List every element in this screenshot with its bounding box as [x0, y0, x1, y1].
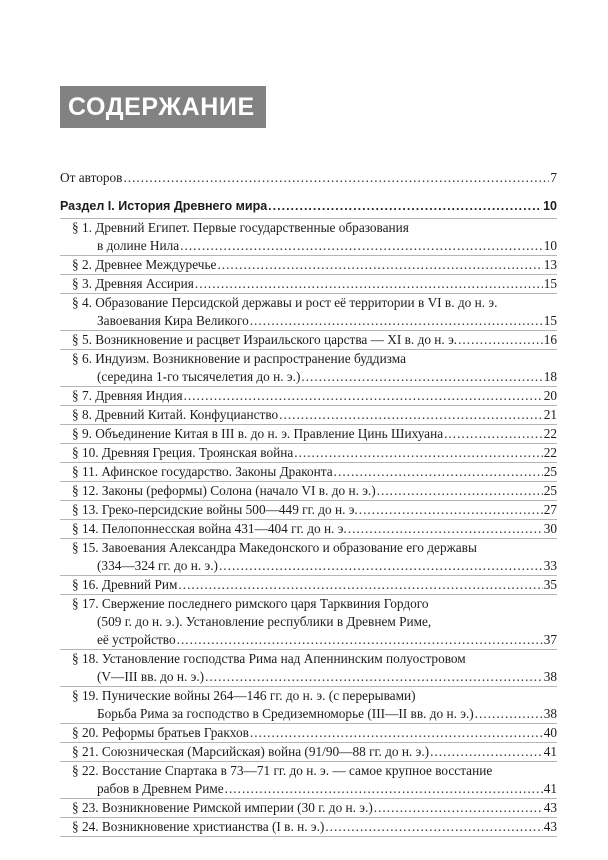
- toc-entry-text: § 8. Древний Китай. Конфуцианство: [72, 407, 279, 422]
- toc-entry-text: § 12. Законы (реформы) Солона (начало VI в. до н. э.): [72, 483, 376, 498]
- toc-entry: [60, 463, 557, 482]
- toc-entry-page: 13: [543, 257, 557, 272]
- toc-entry-text: (середина 1-го тысячелетия до н. э.): [97, 369, 301, 384]
- toc-entry-page: 38: [543, 706, 557, 721]
- toc-entry-text: § 18. Установление господства Рима над Апеннинским полуостровом: [72, 651, 466, 666]
- leader-dots: [475, 705, 543, 723]
- toc-entry-text: § 22. Восстание Спартака в 73—71 гг. до н. э. — самое крупное восстание: [72, 763, 493, 778]
- toc-entry-page: 38: [543, 669, 557, 684]
- toc-entry-page: 22: [543, 426, 557, 441]
- toc-entry-text: § 5. Возникновение и расцвет Израильского царства — XI в. до н. э.: [72, 332, 458, 347]
- toc-entry-page: 40: [543, 725, 557, 740]
- page-title: СОДЕРЖАНИЕ: [60, 86, 266, 128]
- toc-entry: [60, 387, 557, 406]
- toc-entry: [60, 520, 557, 539]
- toc-entry-page: 35: [543, 577, 557, 592]
- toc-entry-text: § 14. Пелопоннесская война 431—404 гг. до н. э.: [72, 521, 347, 536]
- toc-entry-text: Борьба Рима за господство в Средиземноморье (III—II вв. до н. э.): [97, 706, 474, 721]
- leader-dots: [359, 501, 543, 519]
- leader-dots: [348, 520, 543, 538]
- toc-entry-text: § 7. Древняя Индия: [72, 388, 183, 403]
- toc-entry-text: § 21. Союзническая (Марсийская) война (91/90—88 гг. до н. э.): [72, 744, 430, 759]
- toc-entry-page: 30: [543, 521, 557, 536]
- toc-entry-page: 20: [543, 388, 557, 403]
- leader-dots: [294, 444, 542, 462]
- toc-entry: [60, 406, 557, 425]
- toc-entry-text: § 17. Свержение последнего римского царя Тарквиния Гордого: [72, 596, 429, 611]
- toc-entry-intro: [60, 169, 557, 187]
- toc-entry-text: § 4. Образование Персидской державы и рост её территории в VI в. до н. э.: [72, 295, 498, 310]
- leader-dots: [374, 799, 543, 817]
- leader-dots: [205, 668, 543, 686]
- toc-entry-text: § 13. Греко-персидские войны 500—449 гг. до н. э.: [72, 502, 358, 517]
- leader-dots: [250, 724, 543, 742]
- toc-entry-page: 18: [543, 369, 557, 384]
- toc-entry: [60, 425, 557, 444]
- toc-entry-page: 25: [543, 464, 557, 479]
- toc-entry-page: 10: [543, 238, 557, 253]
- leader-dots: [219, 557, 543, 575]
- toc-entry-text: в долине Нила: [97, 238, 180, 253]
- leader-dots: [377, 482, 543, 500]
- toc-entry-page: 37: [543, 632, 557, 647]
- toc-entry-text: (509 г. до н. э.). Установление республики в Древнем Риме,: [97, 614, 432, 629]
- toc-entry: [60, 218, 557, 256]
- toc-entry: [60, 482, 557, 501]
- table-of-contents: [60, 169, 557, 837]
- toc-entry-page: 43: [543, 819, 557, 834]
- leader-dots: [178, 576, 542, 594]
- toc-entry-text: § 9. Объединение Китая в III в. до н. э. Правление Цинь Шихуана: [72, 426, 444, 441]
- toc-entry: [60, 331, 557, 350]
- toc-entry: [60, 256, 557, 275]
- leader-dots: [225, 780, 543, 798]
- toc-entry-page: 16: [543, 332, 557, 347]
- leader-dots: [123, 169, 549, 187]
- toc-section-text: Раздел I. История Древнего мира: [60, 199, 268, 213]
- leader-dots: [430, 743, 543, 761]
- leader-dots: [325, 818, 542, 836]
- leader-dots: [217, 256, 542, 274]
- leader-dots: [444, 425, 543, 443]
- toc-entry-text: Завоевания Кира Великого: [97, 313, 249, 328]
- toc-entry-page: 21: [543, 407, 557, 422]
- toc-entry-text: § 6. Индуизм. Возникновение и распространение буддизма: [72, 351, 406, 366]
- toc-entry-text: её устройство: [97, 632, 176, 647]
- toc-entry: [60, 762, 557, 799]
- toc-entry-text: § 2. Древнее Междуречье: [72, 257, 217, 272]
- toc-entry-page: 41: [543, 744, 557, 759]
- toc-entry: [60, 595, 557, 650]
- toc-entry: [60, 294, 557, 331]
- toc-entry-text: § 1. Древний Египет. Первые государственные образования: [72, 220, 409, 235]
- toc-entry: [60, 687, 557, 724]
- toc-entry-page: 33: [543, 558, 557, 573]
- leader-dots: [301, 368, 542, 386]
- leader-dots: [458, 331, 543, 349]
- toc-entry: [60, 576, 557, 595]
- toc-entry-page: 27: [543, 502, 557, 517]
- leader-dots: [334, 463, 543, 481]
- toc-entry: [60, 444, 557, 463]
- toc-entry-text: рабов в Древнем Риме: [97, 781, 224, 796]
- toc-entry-text: § 24. Возникновение христианства (I в. н. э.): [72, 819, 325, 834]
- toc-entry: [60, 799, 557, 818]
- leader-dots: [177, 631, 543, 649]
- toc-entry: [60, 275, 557, 294]
- toc-entry: [60, 818, 557, 837]
- toc-section-heading: [60, 197, 557, 215]
- toc-entry-page: 7: [550, 170, 557, 185]
- toc-entry-text: § 16. Древний Рим: [72, 577, 178, 592]
- toc-entry-text: § 15. Завоевания Александра Македонского и образование его державы: [72, 540, 477, 555]
- toc-entry-page: 15: [543, 313, 557, 328]
- toc-entry: [60, 539, 557, 576]
- toc-entry-text: § 11. Афинское государство. Законы Драконта: [72, 464, 333, 479]
- leader-dots: [268, 197, 542, 215]
- toc-entry-page: 43: [543, 800, 557, 815]
- toc-entry: [60, 501, 557, 520]
- leader-dots: [250, 312, 543, 330]
- toc-entry-text: § 3. Древняя Ассирия: [72, 276, 194, 291]
- toc-entry-text: § 10. Древняя Греция. Троянская война: [72, 445, 294, 460]
- toc-entry: [60, 650, 557, 687]
- toc-entry: [60, 350, 557, 387]
- toc-entries-list: [60, 218, 557, 837]
- leader-dots: [279, 406, 543, 424]
- toc-entry-text: § 20. Реформы братьев Гракхов: [72, 725, 249, 740]
- toc-entry-text: § 19. Пунические войны 264—146 гг. до н. э. (с перерывами): [72, 688, 416, 703]
- toc-entry: [60, 724, 557, 743]
- toc-section-page: 10: [543, 199, 557, 213]
- leader-dots: [180, 237, 543, 255]
- toc-entry: [60, 743, 557, 762]
- toc-entry-text: (334—324 гг. до н. э.): [97, 558, 218, 573]
- toc-entry-text: (V—III вв. до н. э.): [97, 669, 205, 684]
- toc-entry-page: 25: [543, 483, 557, 498]
- toc-entry-text: § 23. Возникновение Римской империи (30 г. до н. э.): [72, 800, 373, 815]
- leader-dots: [195, 275, 543, 293]
- toc-entry-text: От авторов: [60, 170, 123, 185]
- toc-entry-page: 15: [543, 276, 557, 291]
- leader-dots: [184, 387, 543, 405]
- toc-entry-page: 41: [543, 781, 557, 796]
- toc-entry-page: 22: [543, 445, 557, 460]
